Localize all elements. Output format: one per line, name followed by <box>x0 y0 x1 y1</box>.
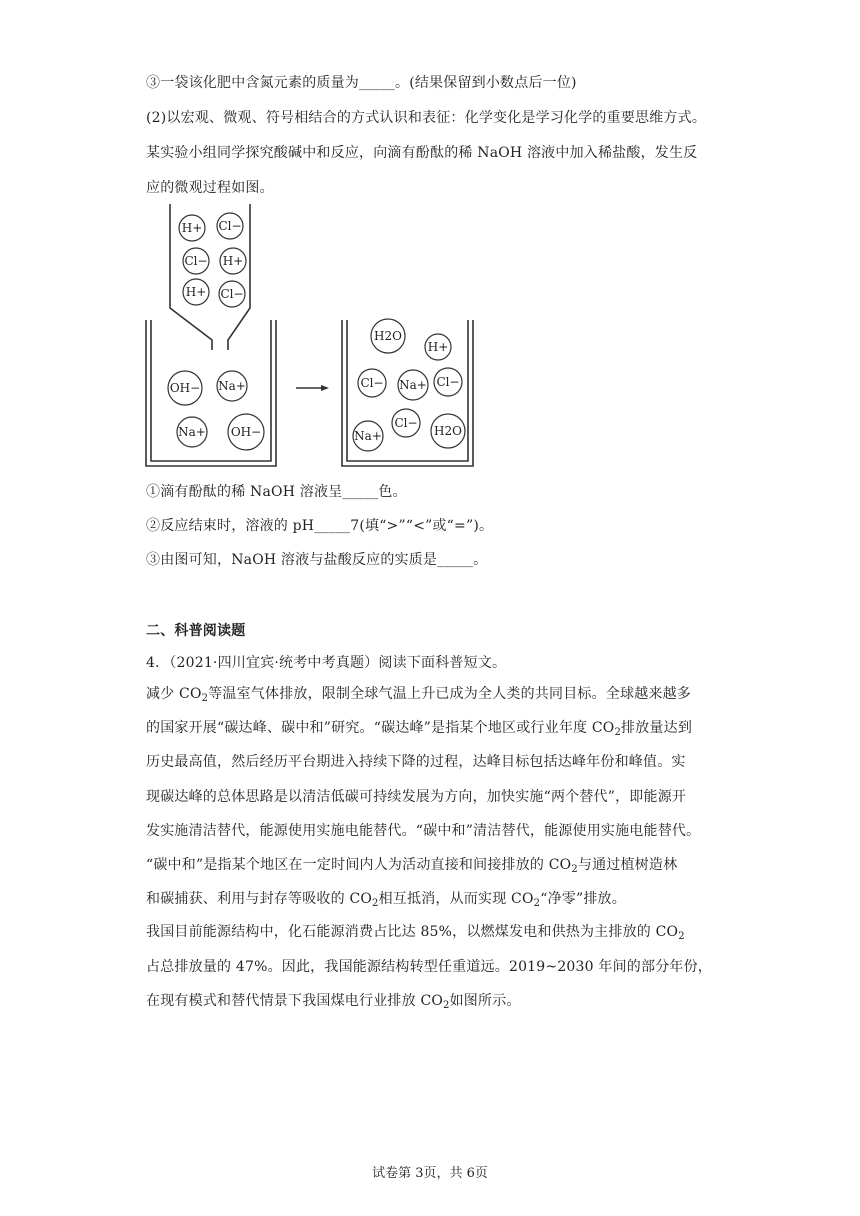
ion-label: Cl− <box>436 375 460 389</box>
q3-sub-2: ②反应结束时，溶液的 pH_____7(填“>”“<”或“=”)。 <box>146 518 494 534</box>
q3-line-2: (2)以宏观、微观、符号相结合的方式认识和表征：化学变化是学习化学的重要思维方式。 <box>146 110 707 126</box>
passage-line: 现碳达峰的总体思路是以清洁低碳可持续发展为方向，加快实施“两个替代”，即能源开 <box>146 789 687 805</box>
section-heading: 二、科普阅读题 <box>146 623 246 639</box>
ion-label: Na+ <box>218 379 246 393</box>
ion-label: Na+ <box>399 378 427 392</box>
q3-line-3: 某实验小组同学探究酸碱中和反应，向滴有酚酞的稀 NaOH 溶液中加入稀盐酸，发生反 <box>146 145 698 161</box>
ion-label: H+ <box>427 340 449 354</box>
q3-sub-3: ③由图可知，NaOH 溶液与盐酸反应的实质是_____。 <box>146 552 488 568</box>
ion-label: Cl− <box>220 287 244 301</box>
ion-label: Cl− <box>184 254 208 268</box>
passage-line: 和碳捕获、利用与封存等吸收的 $CO_2$相互抵消，从而实现 $CO_2“$净零”排放。 <box>146 891 626 909</box>
passage-line: 历史最高值，然后经历平台期进入持续下降的过程，达峰目标包括达峰年份和峰值。实 <box>146 754 686 770</box>
ion-label: H+ <box>181 221 203 235</box>
ion-label: Na+ <box>178 425 206 439</box>
page-footer: 试卷第 3页，共 6页 <box>372 1166 488 1181</box>
q3-line-1: ③一袋该化肥中含氮元素的质量为_____。(结果保留到小数点后一位) <box>146 75 577 91</box>
passage-line: 发实施清洁替代，能源使用实施电能替代。“碳中和”清洁替代，能源使用实施电能替代。 <box>146 823 701 839</box>
ion-label: H2O <box>374 329 402 343</box>
passage-line: 占总排放量的 47%。因此，我国能源结构转型任重道远。2019~2030 年间的部分年份， <box>146 959 713 975</box>
q4-intro: 4．（2021·四川宜宾·统考中考真题）阅读下面科普短文。 <box>146 655 507 671</box>
passage-line: 的国家开展“碳达峰、碳中和”研究。“碳达峰”是指某个地区或行业年度 $CO_2$排放量达到 <box>146 720 693 738</box>
ion-label: H+ <box>222 254 244 268</box>
passage-line: 减少 $CO_2$等温室气体排放，限制全球气温上升已成为全人类的共同目标。全球越来越多 <box>146 686 692 704</box>
ion-label: OH− <box>230 425 262 439</box>
ion-label: H2O <box>434 424 462 438</box>
ion-label: H+ <box>185 285 207 299</box>
passage-line: 在现有模式和替代情景下我国煤电行业排放 $CO_2$如图所示。 <box>146 993 521 1011</box>
ion-label: Cl− <box>218 219 242 233</box>
ion-label: Na+ <box>354 429 382 443</box>
ion-label: Cl− <box>394 416 418 430</box>
ion-label: OH− <box>169 381 201 395</box>
ion-label: Cl− <box>360 376 384 390</box>
reaction-arrow <box>296 385 329 391</box>
q3-sub-1: ①滴有酚酞的稀 NaOH 溶液呈_____色。 <box>146 484 407 500</box>
passage-line: “碳中和”是指某个地区在一定时间内人为活动直接和间接排放的 $CO_2$与通过植树造林 <box>146 857 678 875</box>
passage-line: 我国目前能源结构中，化石能源消费占比达 85%，以燃煤发电和供热为主排放的 $CO_2$ <box>146 924 685 942</box>
q3-line-4: 应的微观过程如图。 <box>146 180 274 196</box>
neutralization-figure <box>140 200 485 470</box>
